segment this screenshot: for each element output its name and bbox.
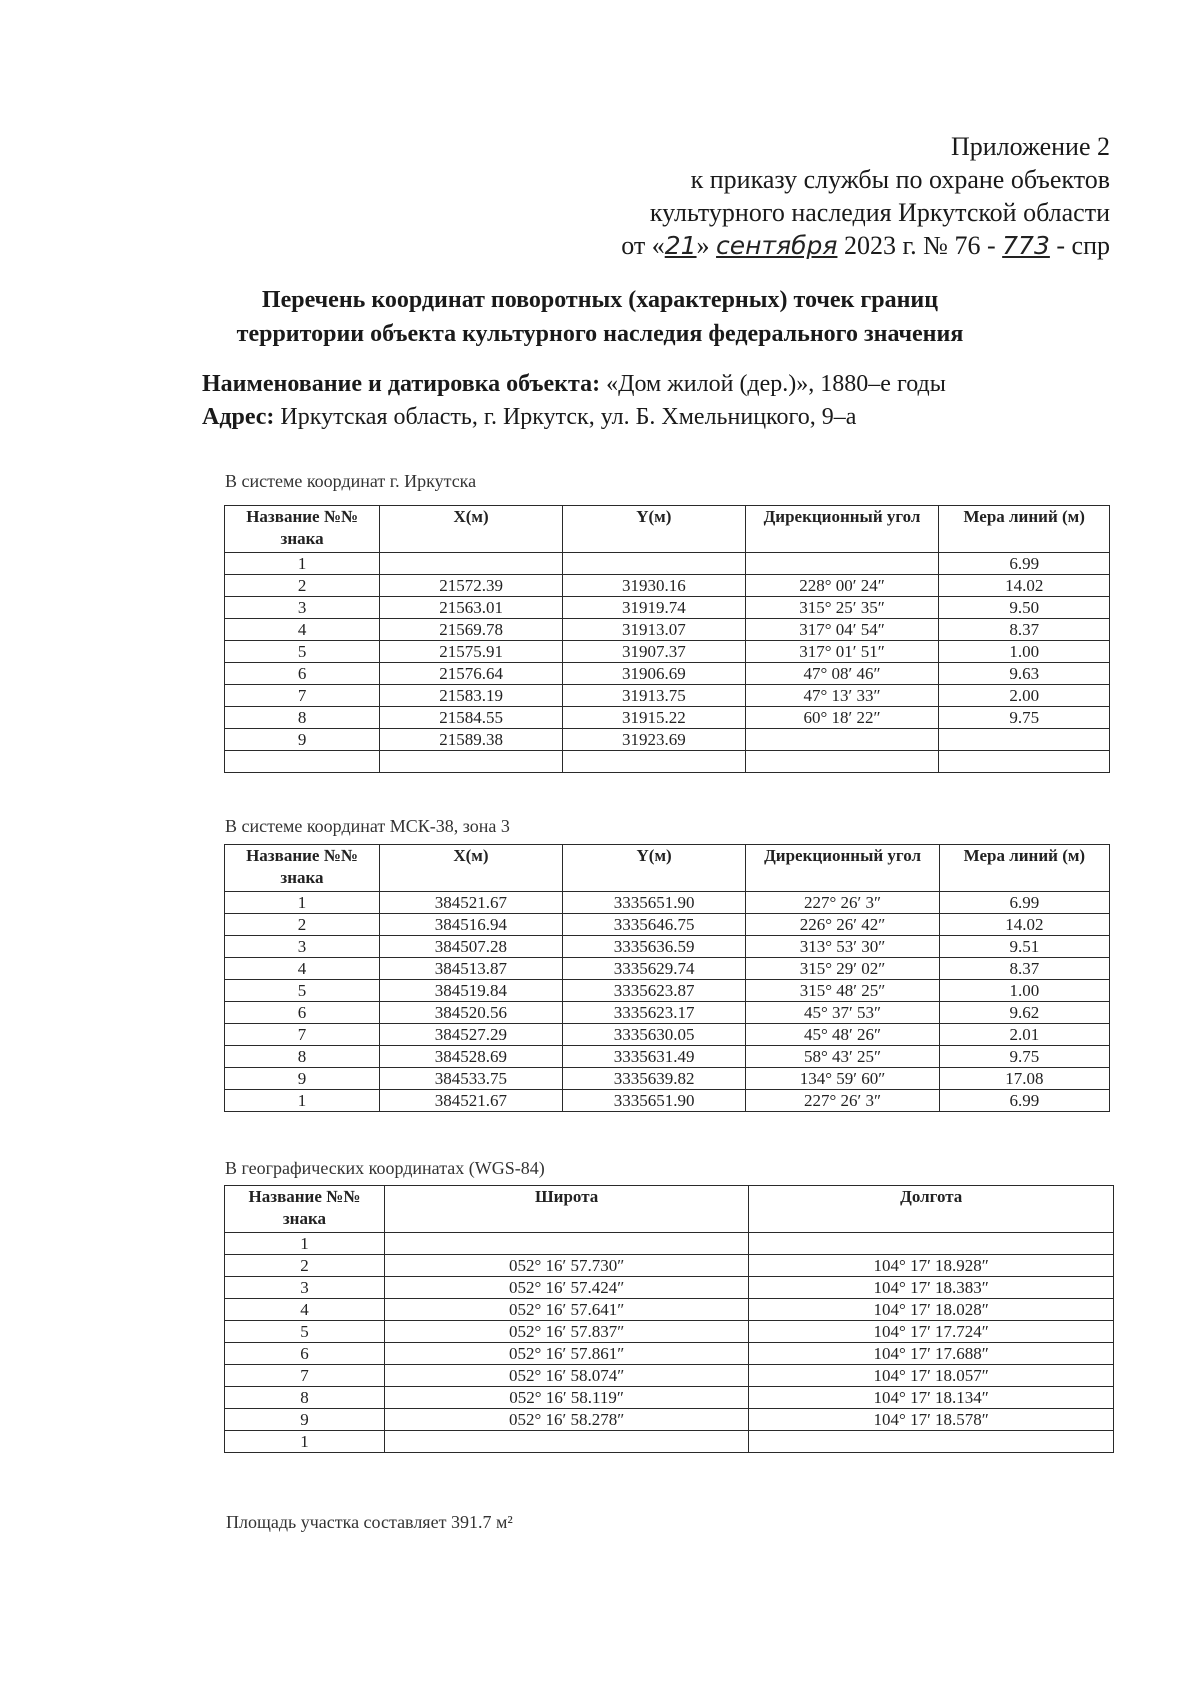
table-cell: 227° 26′ 3″ [746,892,939,914]
table-cell: 3335623.17 [562,1002,745,1024]
table-cell: 5 [225,641,380,663]
table-cell: 384527.29 [379,1024,562,1046]
table-cell: 1 [225,892,380,914]
appendix-number: Приложение 2 [950,132,1110,161]
table-row [225,1321,1114,1343]
table-cell [562,553,745,575]
table-cell: 104° 17′ 18.057″ [749,1365,1114,1387]
column-header: X(м) [380,506,563,553]
area-note: Площадь участка составляет 391.7 м² [226,1512,513,1532]
table-cell: 9.63 [939,663,1110,685]
table-cell: 58° 43′ 25″ [746,1046,939,1068]
table-row [225,914,1110,936]
table-cell: 3335623.87 [562,980,745,1002]
table-cell [384,1431,749,1453]
table-row [225,1343,1114,1365]
appendix-header [621,130,1110,262]
table-row [225,980,1110,1002]
table-cell: 1.00 [939,641,1110,663]
table-cell: 1 [225,553,380,575]
table-cell: 2.01 [939,1024,1109,1046]
table-cell: 6 [225,1002,380,1024]
table-cell: 45° 37′ 53″ [746,1002,939,1024]
table-row [225,1024,1110,1046]
table-cell: 226° 26′ 42″ [746,914,939,936]
table-cell: 7 [225,685,380,707]
table-cell: 384519.84 [379,980,562,1002]
table-cell: 384513.87 [379,958,562,980]
table-cell: 3335636.59 [562,936,745,958]
table-header-row [225,506,1110,553]
object-info [202,368,946,434]
coords-table-wgs84 [224,1185,1114,1453]
table-cell: 47° 13′ 33″ [745,685,939,707]
table-cell: 21572.39 [380,575,563,597]
table-cell [939,729,1110,751]
table-cell: 31906.69 [562,663,745,685]
table-cell: 31913.75 [562,685,745,707]
table-cell: 3335630.05 [562,1024,745,1046]
table-cell: 104° 17′ 17.688″ [749,1343,1114,1365]
table-row [225,597,1110,619]
table-cell: 60° 18′ 22″ [745,707,939,729]
table-row [225,1277,1114,1299]
table-cell: 052° 16′ 57.861″ [384,1343,749,1365]
column-header: Мера линий (м) [939,845,1109,892]
table-cell: 21583.19 [380,685,563,707]
table-cell: 384507.28 [379,936,562,958]
table-cell: 6.99 [939,553,1110,575]
table-cell: 052° 16′ 57.424″ [384,1277,749,1299]
table-cell: 3335646.75 [562,914,745,936]
table-cell: 8 [225,1046,380,1068]
table-cell: 5 [225,1321,385,1343]
table-row [225,1255,1114,1277]
table-cell: 9 [225,1068,380,1090]
table-cell: 2 [225,914,380,936]
table-row [225,1090,1110,1112]
table-cell: 9 [225,729,380,751]
column-header: Дирекционный угол [746,845,939,892]
table-cell: 9.75 [939,1046,1109,1068]
table-row [225,1002,1110,1024]
object-address: Адрес: Иркутская область, г. Иркутск, ул. Б. Хмельницкого, 9–а [202,404,857,430]
table-row [225,641,1110,663]
table-cell: 3 [225,1277,385,1299]
table-cell: 315° 29′ 02″ [746,958,939,980]
table-cell: 384533.75 [379,1068,562,1090]
table-cell: 2.00 [939,685,1110,707]
table-cell: 052° 16′ 57.837″ [384,1321,749,1343]
table-cell: 9.75 [939,707,1110,729]
table-row [225,553,1110,575]
table-cell: 1 [225,1431,385,1453]
table-cell: 3 [225,936,380,958]
order-number: 773 [1002,231,1050,260]
table-cell: 6.99 [939,892,1109,914]
appendix-order-ref: к приказу службы по охране объектов [690,165,1110,194]
column-header: Название №№ знака [225,845,380,892]
table-cell: 31923.69 [562,729,745,751]
table-cell: 317° 01′ 51″ [745,641,939,663]
table-cell: 104° 17′ 18.578″ [749,1409,1114,1431]
table-cell: 384521.67 [379,1090,562,1112]
table-cell: 9.50 [939,597,1110,619]
table-row [225,751,1110,773]
column-header: Долгота [749,1186,1114,1233]
table1-caption: В системе координат г. Иркутска [225,471,477,491]
table-cell: 14.02 [939,914,1109,936]
table-cell: 4 [225,1299,385,1321]
table-cell: 8 [225,707,380,729]
table-cell: 6.99 [939,1090,1109,1112]
table-cell: 3335651.90 [562,892,745,914]
table-cell: 384520.56 [379,1002,562,1024]
table-cell: 3335631.49 [562,1046,745,1068]
table-cell: 31913.07 [562,619,745,641]
order-month: сентября [716,231,838,260]
table-header-row [225,1186,1114,1233]
table-cell: 384521.67 [379,892,562,914]
table-cell: 31907.37 [562,641,745,663]
table-cell: 45° 48′ 26″ [746,1024,939,1046]
table-cell [745,553,939,575]
table-row [225,1387,1114,1409]
document-title: Перечень координат поворотных (характерных) точек границ территории объекта культурного наследия федерального значения [236,287,964,347]
order-line: от «21» сентября 2023 г. № 76 - 773 - спр [621,231,1110,260]
table-cell: 228° 00′ 24″ [745,575,939,597]
table-cell [562,751,745,773]
table-cell: 2 [225,575,380,597]
table-cell: 052° 16′ 57.730″ [384,1255,749,1277]
table-cell: 313° 53′ 30″ [746,936,939,958]
table-cell: 8 [225,1387,385,1409]
table-row [225,575,1110,597]
column-header: Дирекционный угол [745,506,939,553]
table-cell: 14.02 [939,575,1110,597]
table-cell: 1 [225,1090,380,1112]
table-row [225,892,1110,914]
table-cell: 4 [225,958,380,980]
column-header: Мера линий (м) [939,506,1110,553]
table-cell [749,1431,1114,1453]
table-row [225,729,1110,751]
table-cell [384,1233,749,1255]
table-cell: 052° 16′ 58.278″ [384,1409,749,1431]
table2-caption: В системе координат МСК-38, зона 3 [225,816,510,836]
table-row [225,663,1110,685]
table-cell: 052° 16′ 57.641″ [384,1299,749,1321]
table-row [225,1299,1114,1321]
order-day: 21 [664,231,697,260]
table-cell: 3335651.90 [562,1090,745,1112]
table-cell [380,751,563,773]
table-cell: 5 [225,980,380,1002]
table-cell: 31915.22 [562,707,745,729]
table-row [225,619,1110,641]
table-row [225,958,1110,980]
column-header: Y(м) [562,845,745,892]
table-cell: 21569.78 [380,619,563,641]
table-cell: 21584.55 [380,707,563,729]
table-cell: 052° 16′ 58.119″ [384,1387,749,1409]
table-cell: 21576.64 [380,663,563,685]
table-cell: 2 [225,1255,385,1277]
coords-table-msk38 [224,844,1110,1112]
table-row [225,1365,1114,1387]
column-header: Широта [384,1186,749,1233]
table-cell: 9 [225,1409,385,1431]
column-header: Название №№ знака [225,506,380,553]
table-cell: 3 [225,597,380,619]
table-cell: 384528.69 [379,1046,562,1068]
table-row [225,1431,1114,1453]
table-cell: 47° 08′ 46″ [745,663,939,685]
table-cell: 7 [225,1365,385,1387]
table-cell: 21575.91 [380,641,563,663]
table-cell: 8.37 [939,619,1110,641]
table-cell: 4 [225,619,380,641]
table-cell: 315° 48′ 25″ [746,980,939,1002]
table-row [225,1068,1110,1090]
table-row [225,1233,1114,1255]
table-cell: 7 [225,1024,380,1046]
table-row [225,1409,1114,1431]
table-cell: 21563.01 [380,597,563,619]
table-cell: 17.08 [939,1068,1109,1090]
table-row [225,1046,1110,1068]
table-row [225,936,1110,958]
table-cell: 134° 59′ 60″ [746,1068,939,1090]
table-cell: 104° 17′ 17.724″ [749,1321,1114,1343]
table-header-row [225,845,1110,892]
table-cell [939,751,1110,773]
table-cell: 384516.94 [379,914,562,936]
table-cell: 8.37 [939,958,1109,980]
table-cell [745,751,939,773]
object-name: Наименование и датировка объекта: «Дом жилой (дер.)», 1880–е годы [202,371,946,397]
table-cell: 317° 04′ 54″ [745,619,939,641]
table3-caption: В географических координатах (WGS-84) [225,1158,545,1178]
table-cell: 9.51 [939,936,1109,958]
table-cell [380,553,563,575]
table-cell: 21589.38 [380,729,563,751]
table-cell: 1.00 [939,980,1109,1002]
table-cell: 6 [225,663,380,685]
coords-table-irkutsk [224,505,1110,773]
column-header: Y(м) [562,506,745,553]
appendix-agency: культурного наследия Иркутской области [649,198,1110,227]
table-cell [745,729,939,751]
table-cell: 104° 17′ 18.134″ [749,1387,1114,1409]
table-cell [749,1233,1114,1255]
table-cell: 104° 17′ 18.383″ [749,1277,1114,1299]
table-row [225,707,1110,729]
table-cell: 315° 25′ 35″ [745,597,939,619]
column-header: Название №№ знака [225,1186,385,1233]
table-cell [225,751,380,773]
table-cell: 31930.16 [562,575,745,597]
table-cell: 6 [225,1343,385,1365]
table-cell: 31919.74 [562,597,745,619]
table-cell: 104° 17′ 18.028″ [749,1299,1114,1321]
table-cell: 3335629.74 [562,958,745,980]
column-header: X(м) [379,845,562,892]
table-row [225,685,1110,707]
table-cell: 1 [225,1233,385,1255]
table-cell: 052° 16′ 58.074″ [384,1365,749,1387]
table-cell: 227° 26′ 3″ [746,1090,939,1112]
table-cell: 9.62 [939,1002,1109,1024]
table-cell: 3335639.82 [562,1068,745,1090]
table-cell: 104° 17′ 18.928″ [749,1255,1114,1277]
